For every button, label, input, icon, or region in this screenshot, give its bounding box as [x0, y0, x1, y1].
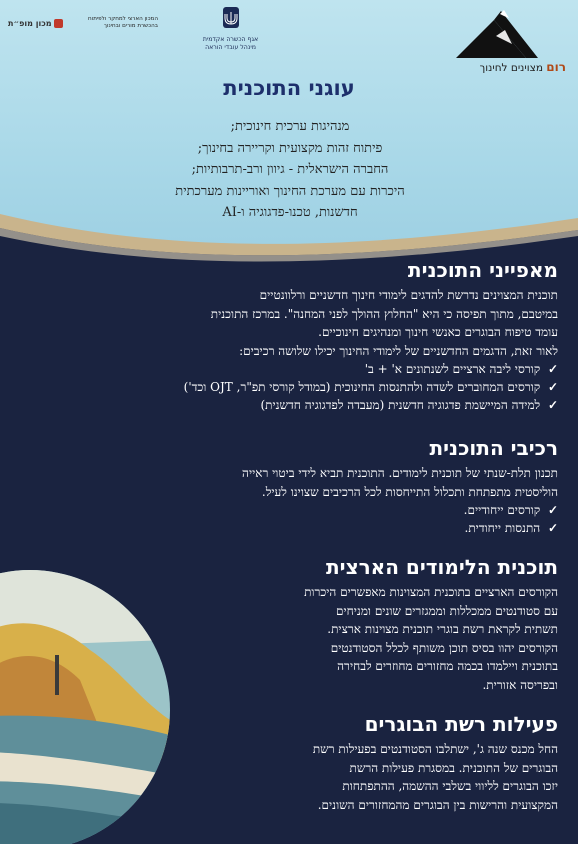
checkmark-icon: ✓ — [547, 362, 558, 376]
list-item — [8, 378, 558, 396]
mofet-line1: המכון הארצי למחקר ולפיתוח — [88, 16, 158, 22]
alumni-paragraph-line: החל מכנס שנה ג', ישתלבו הסטודנטים בפעילות רשת — [312, 742, 558, 756]
alumni-title: פעילות רשת הבוגרים — [364, 712, 558, 736]
alumni-paragraph-line: יזכו הבוגרים לליווי בשלבי ההשמה, ההתפתחות — [342, 779, 558, 793]
goal-item: פיתוח זהות מקצועית וקריירה בחינוך; — [197, 140, 383, 156]
mofet-line2: בהכשרת מורים ובחינוך — [103, 23, 158, 29]
alumni-network-section — [8, 712, 558, 814]
national-paragraph-line: תשתית לקראת רשת בוגרי תוכנית מצוינות ארצית. — [327, 622, 558, 636]
mofet-logo-mark-icon — [54, 19, 63, 28]
list-item — [8, 501, 558, 519]
goal-item: היכרות עם מערכת החינוך ואוריינות מערכתית — [175, 183, 405, 199]
checkmark-icon: ✓ — [547, 380, 558, 394]
national-paragraph-line: בתוכנית ויילמדו בכמה מחזורים מחוזרים לבחירה — [337, 659, 558, 673]
components-section — [8, 436, 558, 537]
national-title: תוכנית הלימודים הארצית — [326, 555, 558, 579]
national-paragraph-line: הקורסים יהוו בסיס תוכן משותף לכלל הסטודנטים — [330, 640, 558, 655]
list-item-text: קורסי ליבה ארציים לשנתונים א' + ב' — [364, 362, 541, 376]
features-paragraph-line: לאור זאת, הדגמים החדשניים של לימודי החינוך יכילו שלושה רכיבים: — [239, 343, 558, 358]
alumni-paragraph-line: הבוגרים של התוכנית. במסגרת פעילות הרשת — [349, 760, 558, 775]
list-item — [8, 360, 558, 378]
alumni-paragraph-line: המקצועית והרישות בין הבוגרים מהמחזורים השונים. — [317, 797, 558, 812]
features-title: מאפייני התוכנית — [407, 258, 558, 282]
checkmark-icon: ✓ — [547, 521, 558, 535]
ministry-block — [178, 6, 283, 52]
brand-tagline: מצוינים לחינוך — [479, 62, 543, 74]
list-item-text: קורסים המחוברים לשדה ולהתנסות החינוכית (במודל קורסי תפ"ר, OJT וכד') — [183, 380, 541, 394]
components-paragraph-line: הוליסטית מתפתחת ותכלול התייחסות לכל הרכיבים שצוינו לעיל. — [261, 484, 558, 499]
list-item-text: קורסים ייחודיים. — [463, 503, 541, 517]
checkmark-icon: ✓ — [547, 398, 558, 412]
ministry-line2: מינהל עובדי הוראה — [205, 44, 256, 51]
features-paragraph-line: במיטבם, מתוך תפיסה כי היא "החלוץ ההולך לפני המחנה". במרכז התוכנית — [210, 306, 558, 321]
goal-item: מנהיגות ערכית חינוכית; — [230, 119, 350, 134]
national-paragraph-line: הקורסים הארציים בתוכנית המצוינות מאפשרים היכרות — [304, 585, 558, 599]
list-item — [8, 519, 558, 537]
brand-name — [480, 60, 566, 74]
brand-rom: רום — [546, 60, 566, 74]
list-item-text: התנסות ייחודית. — [464, 521, 541, 535]
checkmark-icon: ✓ — [547, 503, 558, 517]
mofet-block — [8, 16, 158, 30]
list-item-text: למידה המיישמת פדגוגיה חדשנית (מעבדה לפדגוגיה חדשנית) — [260, 398, 541, 412]
features-paragraph-line: עומד טיפוח הבוגרים כאנשי חינוך ומנהיגים חינוכיים. — [318, 325, 558, 339]
menorah-emblem-icon — [220, 6, 242, 30]
national-curriculum-section — [8, 555, 558, 694]
components-title: רכיבי התוכנית — [429, 436, 558, 460]
components-paragraph-line: תכנון תלת-שנתי של תוכנית לימודים. התוכנית תביא לידי ביטוי ראייה — [242, 466, 558, 480]
goal-item: חדשנות, טכנו-פדגוגיה ו-AI — [222, 205, 358, 220]
ministry-line1: אגף הכשרה אקדמית — [202, 36, 259, 43]
goals-title: עוגני התוכנית — [223, 76, 355, 100]
mofet-logo-text: מכון מופ״ת — [8, 18, 52, 28]
national-paragraph-line: עם סטודנטים ממכללות וממגזרים שונים ומניחים — [336, 603, 558, 618]
list-item — [8, 396, 558, 414]
features-section — [8, 258, 558, 414]
goal-item: החברה הישראלית - גיוון ורב-תרבותיות; — [191, 162, 389, 177]
features-paragraph-line: תוכנית המצוינים נדרשת להדגים לימודי חינוך חדשניים ורלוונטיים — [259, 288, 558, 302]
national-paragraph-line: ובפריסה אזורית. — [482, 677, 558, 692]
